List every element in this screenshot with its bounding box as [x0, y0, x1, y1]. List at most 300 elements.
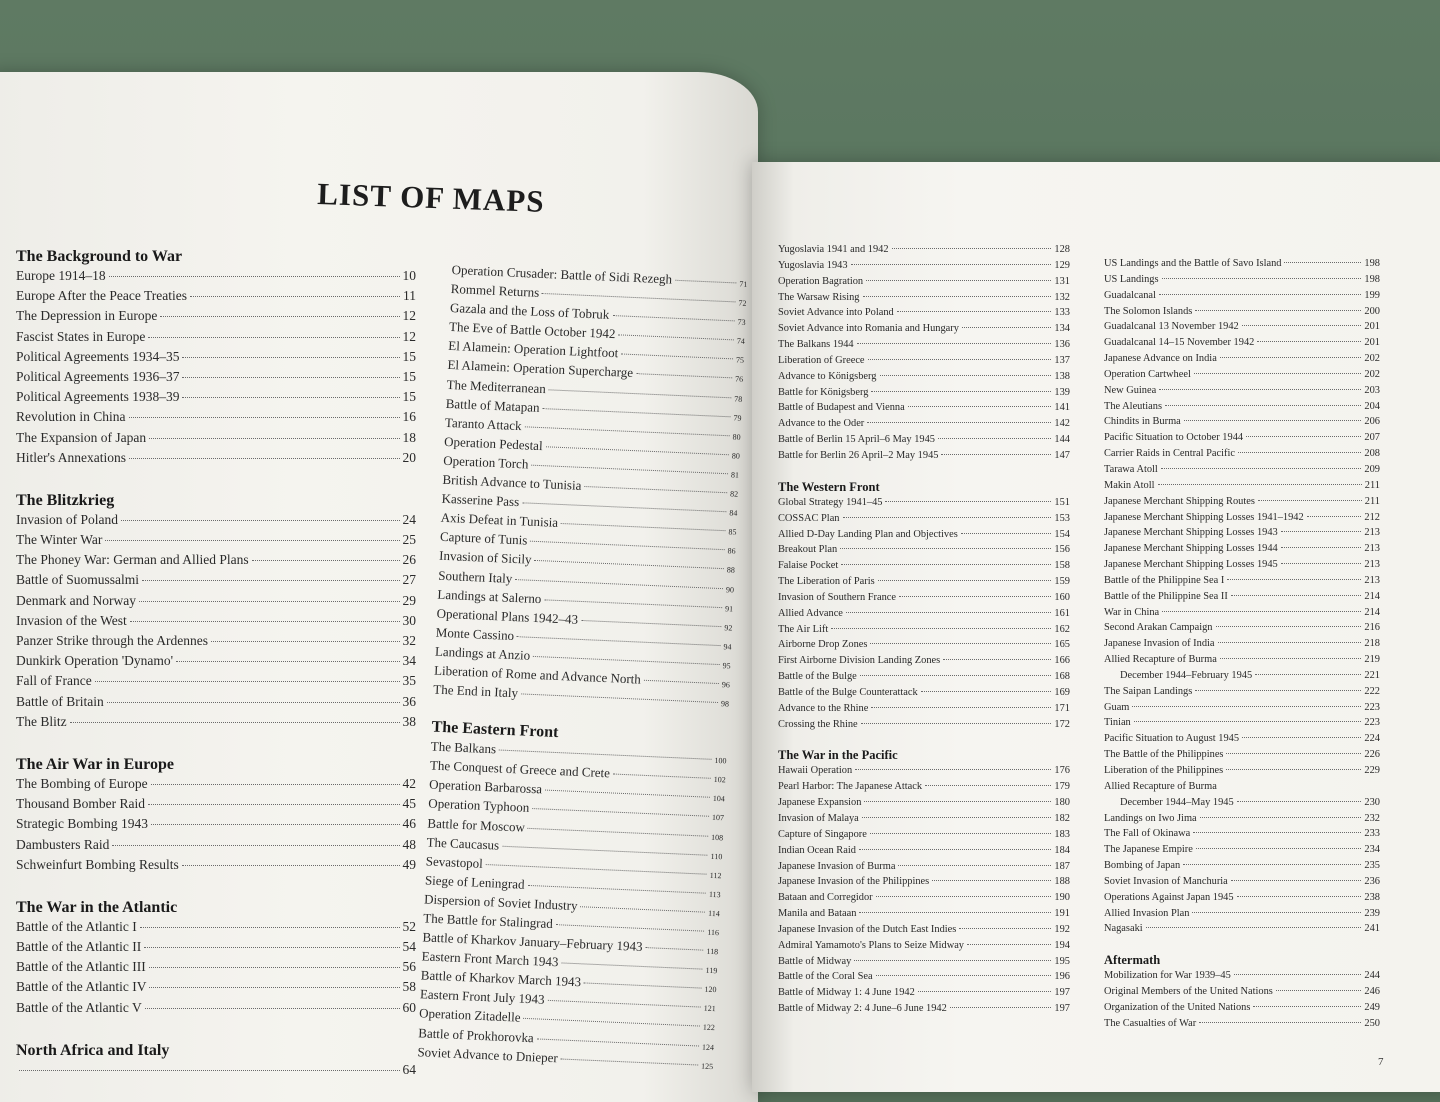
dot-leader — [580, 905, 705, 912]
entry-page-number: 202 — [1364, 353, 1380, 365]
entry-page-number: 56 — [402, 959, 416, 975]
entry-page-number: 180 — [1054, 797, 1070, 809]
entry-title: Operation Bagration — [778, 275, 864, 287]
entry-page-number: 107 — [711, 813, 725, 823]
entry-page-number: 122 — [702, 1023, 716, 1033]
dot-leader — [644, 679, 719, 684]
entry-page-number: 203 — [1364, 384, 1380, 396]
entry-title: El Alamein: Operation Lightfoot — [448, 338, 619, 361]
entry-title: Taranto Attack — [444, 414, 522, 433]
entry-page-number: 45 — [402, 796, 416, 812]
dot-leader — [943, 658, 1051, 660]
dot-leader — [1237, 895, 1362, 897]
entry-title: Operation Cartwheel — [1104, 368, 1191, 380]
entry-title: New Guinea — [1104, 384, 1157, 396]
entry-page-number: 218 — [1364, 638, 1380, 650]
toc-column-2 — [417, 262, 748, 1076]
toc-entry — [778, 639, 1070, 655]
entry-list — [16, 512, 416, 734]
toc-entry — [1104, 369, 1380, 385]
entry-title: Battle of the Coral Sea — [778, 971, 873, 983]
toc-entry — [778, 924, 1070, 940]
toc-entry — [1104, 306, 1380, 322]
entry-page-number: 88 — [726, 565, 736, 576]
entry-title: Mobilization for War 1939–45 — [1104, 970, 1231, 982]
entry-title: Battle of Budapest and Vienna — [778, 402, 905, 414]
entry-title: Battle for Berlin 26 April–2 May 1945 — [778, 449, 939, 461]
entry-page-number: 169 — [1054, 686, 1070, 698]
dot-leader — [885, 500, 1051, 502]
toc-entry — [778, 908, 1070, 924]
entry-page-number: 136 — [1054, 339, 1070, 351]
entry-title: The Battle for Stalingrad — [423, 910, 554, 932]
entry-page-number: 74 — [736, 336, 746, 347]
entry-title: Dambusters Raid — [16, 836, 110, 852]
dot-leader — [502, 844, 708, 855]
toc-entry — [778, 450, 1070, 466]
entry-page-number: 196 — [1054, 971, 1070, 983]
dot-leader — [878, 579, 1052, 581]
dot-leader — [140, 926, 400, 928]
entry-page-number: 79 — [733, 413, 742, 423]
entry-title: Pacific Situation to October 1944 — [1104, 432, 1244, 444]
dot-leader — [1200, 816, 1362, 818]
dot-leader — [908, 405, 1052, 407]
dot-leader — [1162, 277, 1362, 279]
entry-page-number: 211 — [1364, 495, 1380, 507]
toc-entry — [1104, 749, 1380, 765]
toc-section — [778, 244, 1070, 466]
entry-page-number: 221 — [1364, 669, 1380, 681]
dot-leader — [561, 1057, 699, 1065]
toc-entry — [16, 837, 416, 857]
entry-title: The Japanese Empire — [1104, 844, 1193, 856]
entry-page-number: 160 — [1054, 591, 1070, 603]
entry-title: War in China — [1104, 606, 1160, 618]
entry-title: The Casualties of War — [1104, 1017, 1197, 1029]
dot-leader — [584, 982, 702, 989]
toc-entry — [1104, 591, 1380, 607]
dot-leader — [854, 959, 1051, 961]
toc-entry — [16, 572, 416, 592]
dot-leader — [612, 314, 734, 321]
toc-entry — [16, 349, 416, 369]
entry-page-number: 60 — [402, 999, 416, 1015]
entry-title: The Balkans 1944 — [778, 339, 854, 351]
toc-entry — [778, 956, 1070, 972]
toc-entry — [16, 653, 416, 673]
entry-page-number: 76 — [734, 374, 744, 385]
entry-title: Battle of Matapan — [445, 395, 540, 415]
dot-leader — [1159, 388, 1361, 390]
dot-leader — [950, 1006, 1052, 1008]
dot-leader — [182, 864, 400, 866]
entry-title: Soviet Invasion of Manchuria — [1104, 875, 1228, 887]
entry-page-number: 27 — [402, 572, 416, 588]
entry-title: Siege of Leningrad — [424, 872, 525, 892]
entry-title: The Phoney War: German and Allied Plans — [16, 552, 249, 568]
toc-column-1 — [16, 248, 416, 1082]
dot-leader — [1195, 689, 1361, 691]
entry-page-number: 96 — [721, 680, 731, 690]
dot-leader — [1193, 831, 1361, 833]
entry-page-number: 183 — [1054, 828, 1070, 840]
dot-leader — [546, 445, 729, 455]
entry-page-number: 204 — [1364, 400, 1380, 412]
entry-title: Operation Zitadelle — [418, 1005, 521, 1026]
entry-title: The Liberation of Paris — [778, 576, 875, 588]
entry-page-number: 212 — [1364, 511, 1380, 523]
entry-page-number: 250 — [1364, 1017, 1380, 1029]
entry-title: Liberation of Greece — [778, 354, 865, 366]
toc-section — [433, 262, 748, 714]
entry-title: Denmark and Norway — [16, 592, 136, 608]
toc-entry — [778, 671, 1070, 687]
section-gap — [1104, 939, 1380, 953]
toc-entry — [16, 532, 416, 552]
dot-leader — [149, 437, 399, 439]
entry-page-number: 102 — [713, 775, 726, 785]
entry-title: Japanese Invasion of the Dutch East Indies — [778, 923, 957, 935]
entry-page-number: 244 — [1364, 970, 1380, 982]
entry-page-number: 171 — [1054, 702, 1070, 714]
toc-entry — [1104, 385, 1380, 401]
entry-title: Capture of Tunis — [439, 529, 528, 548]
entry-title: First Airborne Division Landing Zones — [778, 655, 941, 667]
toc-entry — [778, 687, 1070, 703]
dot-leader — [967, 943, 1051, 945]
dot-leader — [846, 611, 1051, 613]
entry-page-number: 197 — [1054, 1003, 1070, 1015]
toc-entry — [1104, 274, 1380, 290]
toc-entry — [1104, 797, 1380, 813]
entry-list — [1104, 258, 1380, 939]
toc-entry — [16, 633, 416, 653]
dot-leader — [149, 966, 400, 968]
section-gap — [778, 734, 1070, 748]
toc-entry — [16, 613, 416, 633]
dot-leader — [95, 680, 400, 682]
entry-title: Guadalcanal — [1104, 289, 1156, 301]
entry-page-number: 64 — [402, 1061, 416, 1077]
entry-title: Guadalcanal 13 November 1942 — [1104, 321, 1239, 333]
entry-page-number: 42 — [402, 775, 416, 791]
section-heading: North Africa and Italy — [16, 1041, 170, 1059]
toc-entry — [778, 544, 1070, 560]
toc-entry — [778, 260, 1070, 276]
dot-leader — [899, 595, 1051, 597]
dot-leader — [861, 722, 1052, 724]
toc-entry — [778, 513, 1070, 529]
entry-title: Admiral Yamamoto's Plans to Seize Midway — [778, 939, 965, 951]
entry-page-number: 156 — [1054, 544, 1070, 556]
toc-entry — [778, 845, 1070, 861]
toc-entry — [1104, 686, 1380, 702]
entry-title: US Landings — [1104, 273, 1159, 285]
entry-page-number: 36 — [402, 693, 416, 709]
entry-page-number: 49 — [402, 856, 416, 872]
entry-page-number: 235 — [1364, 860, 1380, 872]
entry-page-number: 118 — [706, 946, 719, 957]
toc-entry — [16, 409, 416, 429]
entry-page-number: 48 — [402, 836, 416, 852]
dot-leader — [1194, 372, 1362, 374]
dot-leader — [961, 532, 1052, 534]
entry-title: Landings at Salerno — [437, 586, 542, 606]
entry-title: Political Agreements 1938–39 — [16, 389, 180, 405]
dot-leader — [160, 315, 399, 317]
dot-leader — [130, 620, 400, 622]
toc-entry — [1104, 321, 1380, 337]
dot-leader — [867, 421, 1051, 423]
entry-page-number: 223 — [1364, 717, 1380, 729]
dot-leader — [561, 522, 726, 531]
entry-page-number: 133 — [1054, 307, 1070, 319]
entry-title: Landings on Iwo Jima — [1104, 812, 1197, 824]
entry-title: Indian Ocean Raid — [778, 844, 856, 856]
toc-entry — [16, 593, 416, 613]
entry-title: Battle for Königsberg — [778, 386, 869, 398]
toc-entry — [778, 781, 1070, 797]
entry-page-number: 108 — [710, 832, 724, 842]
entry-page-number: 32 — [402, 633, 416, 648]
dot-leader — [1238, 451, 1361, 453]
entry-title: Guam — [1104, 701, 1130, 713]
dot-leader — [148, 336, 399, 338]
entry-title: Battle of the Atlantic II — [16, 939, 142, 955]
toc-entry — [1104, 416, 1380, 432]
toc-entry — [778, 829, 1070, 845]
toc-entry — [16, 796, 416, 816]
dot-leader — [151, 823, 400, 825]
toc-entry — [1104, 559, 1380, 575]
toc-entry — [1104, 733, 1380, 749]
toc-section — [1104, 953, 1380, 1033]
toc-entry — [1104, 622, 1380, 638]
dot-leader — [129, 416, 400, 418]
dot-leader — [938, 437, 1051, 439]
toc-entry — [16, 430, 416, 450]
dot-leader — [19, 1069, 400, 1071]
toc-entry — [16, 288, 416, 308]
toc-section — [417, 719, 728, 1076]
dot-leader — [1258, 499, 1362, 501]
entry-page-number: 112 — [709, 870, 722, 881]
toc-entry — [1104, 496, 1380, 512]
entry-page-number: 80 — [732, 432, 741, 442]
dot-leader — [1218, 641, 1362, 643]
entry-page-number: 125 — [700, 1061, 714, 1071]
entry-title: The Balkans — [430, 738, 497, 757]
toc-entry — [16, 268, 416, 288]
dot-leader — [921, 690, 1052, 692]
entry-list — [16, 776, 416, 877]
toc-entry — [1104, 781, 1380, 797]
entry-page-number: 54 — [402, 939, 416, 955]
dot-leader — [1216, 625, 1362, 627]
toc-entry — [1104, 337, 1380, 353]
entry-page-number: 84 — [729, 508, 738, 518]
toc-entry — [1104, 258, 1380, 274]
entry-title: Invasion of Malaya — [778, 813, 859, 824]
entry-page-number: 191 — [1054, 908, 1070, 920]
entry-page-number: 114 — [707, 908, 721, 919]
entry-title: Tinian — [1104, 717, 1131, 729]
dot-leader — [1220, 657, 1362, 659]
dot-leader — [863, 295, 1052, 297]
dot-leader — [561, 962, 702, 970]
dot-leader — [1184, 419, 1362, 421]
entry-title: Second Arakan Campaign — [1104, 622, 1213, 634]
entry-title: Pacific Situation to August 1945 — [1104, 733, 1240, 745]
entry-page-number: 201 — [1364, 321, 1380, 333]
entry-title: Battle of Britain — [16, 693, 104, 709]
entry-title: Guadalcanal 14–15 November 1942 — [1104, 337, 1255, 349]
entry-page-number: 12 — [402, 308, 416, 324]
entry-title: Soviet Advance into Romania and Hungary — [778, 323, 959, 335]
entry-page-number: 232 — [1364, 812, 1380, 824]
entry-title: Kasserine Pass — [441, 490, 520, 510]
entry-page-number: 132 — [1054, 291, 1070, 303]
dot-leader — [831, 627, 1051, 629]
dot-leader — [1132, 705, 1361, 707]
dot-leader — [871, 390, 1051, 392]
dot-leader — [1253, 1005, 1361, 1007]
toc-entry — [1104, 813, 1380, 829]
dot-leader — [515, 578, 723, 589]
entry-page-number: 119 — [705, 965, 718, 976]
entry-title: Monte Cassino — [435, 624, 515, 643]
entry-page-number: 194 — [1054, 939, 1070, 951]
dot-leader — [843, 516, 1052, 518]
toc-entry — [778, 987, 1070, 1003]
toc-entry — [778, 323, 1070, 339]
entry-page-number: 147 — [1054, 449, 1070, 461]
section-heading: Aftermath — [1104, 953, 1161, 968]
entry-list — [1104, 970, 1380, 1033]
dot-leader — [859, 911, 1051, 913]
entry-page-number: 141 — [1054, 402, 1070, 414]
dot-leader — [1158, 483, 1362, 485]
entry-page-number: 86 — [727, 546, 736, 556]
dot-leader — [499, 749, 712, 760]
entry-page-number: 219 — [1364, 654, 1380, 666]
entry-title: Nagasaki — [1104, 923, 1143, 935]
entry-title: Battle of Kharkov January–February 1943 — [422, 929, 643, 955]
toc-entry — [1104, 401, 1380, 417]
dot-leader — [121, 519, 400, 521]
dot-leader — [1281, 530, 1362, 532]
toc-entry — [16, 450, 416, 470]
entry-page-number: 129 — [1054, 259, 1070, 271]
dot-leader — [547, 999, 700, 1008]
entry-page-number: 18 — [402, 429, 416, 445]
entry-page-number: 166 — [1054, 655, 1070, 667]
entry-title: Japanese Invasion of Burma — [778, 860, 896, 872]
entry-page-number: 195 — [1054, 955, 1070, 967]
entry-page-number: 75 — [735, 355, 745, 366]
entry-page-number: 72 — [738, 298, 747, 308]
entry-title: Dispersion of Soviet Industry — [423, 891, 578, 913]
dot-leader — [521, 692, 718, 703]
entry-title: Rommel Returns — [450, 281, 540, 300]
entry-page-number: 214 — [1364, 606, 1380, 618]
entry-title: Battle for Moscow — [427, 815, 526, 835]
dot-leader — [925, 784, 1051, 786]
dot-leader — [1196, 847, 1362, 849]
entry-title: Eastern Front July 1943 — [419, 986, 545, 1008]
dot-leader — [1226, 752, 1361, 754]
entry-page-number: 241 — [1364, 923, 1380, 935]
entry-page-number: 208 — [1364, 448, 1380, 460]
toc-entry — [778, 418, 1070, 434]
toc-section — [778, 480, 1070, 735]
toc-entry — [16, 714, 416, 734]
toc-entry — [16, 329, 416, 349]
toc-entry — [1104, 638, 1380, 654]
entry-page-number: 239 — [1364, 907, 1380, 919]
entry-title: Allied Advance — [778, 607, 843, 619]
entry-title: Liberation of Rome and Advance North — [433, 662, 642, 687]
entry-title: Allied D-Day Landing Plan and Objectives — [778, 528, 958, 540]
entry-title: The Saipan Landings — [1104, 685, 1193, 697]
entry-list — [778, 765, 1070, 1019]
entry-title: Japanese Merchant Shipping Losses 1944 — [1104, 543, 1278, 555]
entry-page-number: 94 — [723, 641, 732, 652]
dot-leader — [182, 376, 399, 378]
entry-title: Battle of Midway — [778, 955, 852, 967]
entry-page-number: 46 — [402, 816, 416, 832]
dot-leader — [1183, 863, 1361, 865]
toc-entry — [16, 512, 416, 532]
entry-page-number: 113 — [708, 889, 721, 900]
dot-leader — [1255, 673, 1361, 675]
dot-leader — [105, 539, 399, 541]
entry-title: Operations Against Japan 1945 — [1104, 891, 1234, 903]
entry-list — [16, 919, 416, 1020]
dot-leader — [959, 927, 1051, 929]
toc-entry — [1104, 527, 1380, 543]
entry-title: Hawaii Operation — [778, 765, 853, 777]
dot-leader — [537, 1037, 699, 1046]
entry-page-number: 190 — [1054, 892, 1070, 904]
dot-leader — [532, 807, 709, 817]
entry-title: Advance to the Rhine — [778, 702, 869, 714]
entry-title: Battle of the Atlantic I — [16, 918, 137, 934]
entry-page-number: 249 — [1364, 1001, 1380, 1013]
dot-leader — [1246, 435, 1361, 437]
entry-title: Battle of the Bulge Counterattack — [778, 686, 918, 698]
entry-title: Gazala and the Loss of Tobruk — [449, 300, 610, 323]
entry-title: Invasion of the West — [16, 612, 127, 628]
entry-page-number: 25 — [402, 532, 416, 548]
dot-leader — [860, 674, 1052, 676]
entry-title: Sevastopol — [425, 853, 484, 871]
toc-entry — [16, 857, 416, 877]
entry-page-number: 38 — [402, 713, 416, 729]
toc-entry — [16, 1000, 416, 1020]
entry-page-number: 71 — [739, 279, 748, 289]
entry-page-number: 91 — [724, 603, 734, 614]
entry-page-number: 236 — [1364, 875, 1380, 887]
dot-leader — [523, 1017, 699, 1027]
entry-page-number: 128 — [1054, 244, 1070, 255]
toc-entry — [778, 624, 1070, 640]
toc-entry — [778, 892, 1070, 908]
entry-page-number: 134 — [1054, 323, 1070, 335]
entry-title: COSSAC Plan — [778, 512, 840, 524]
entry-page-number: 58 — [402, 979, 416, 995]
